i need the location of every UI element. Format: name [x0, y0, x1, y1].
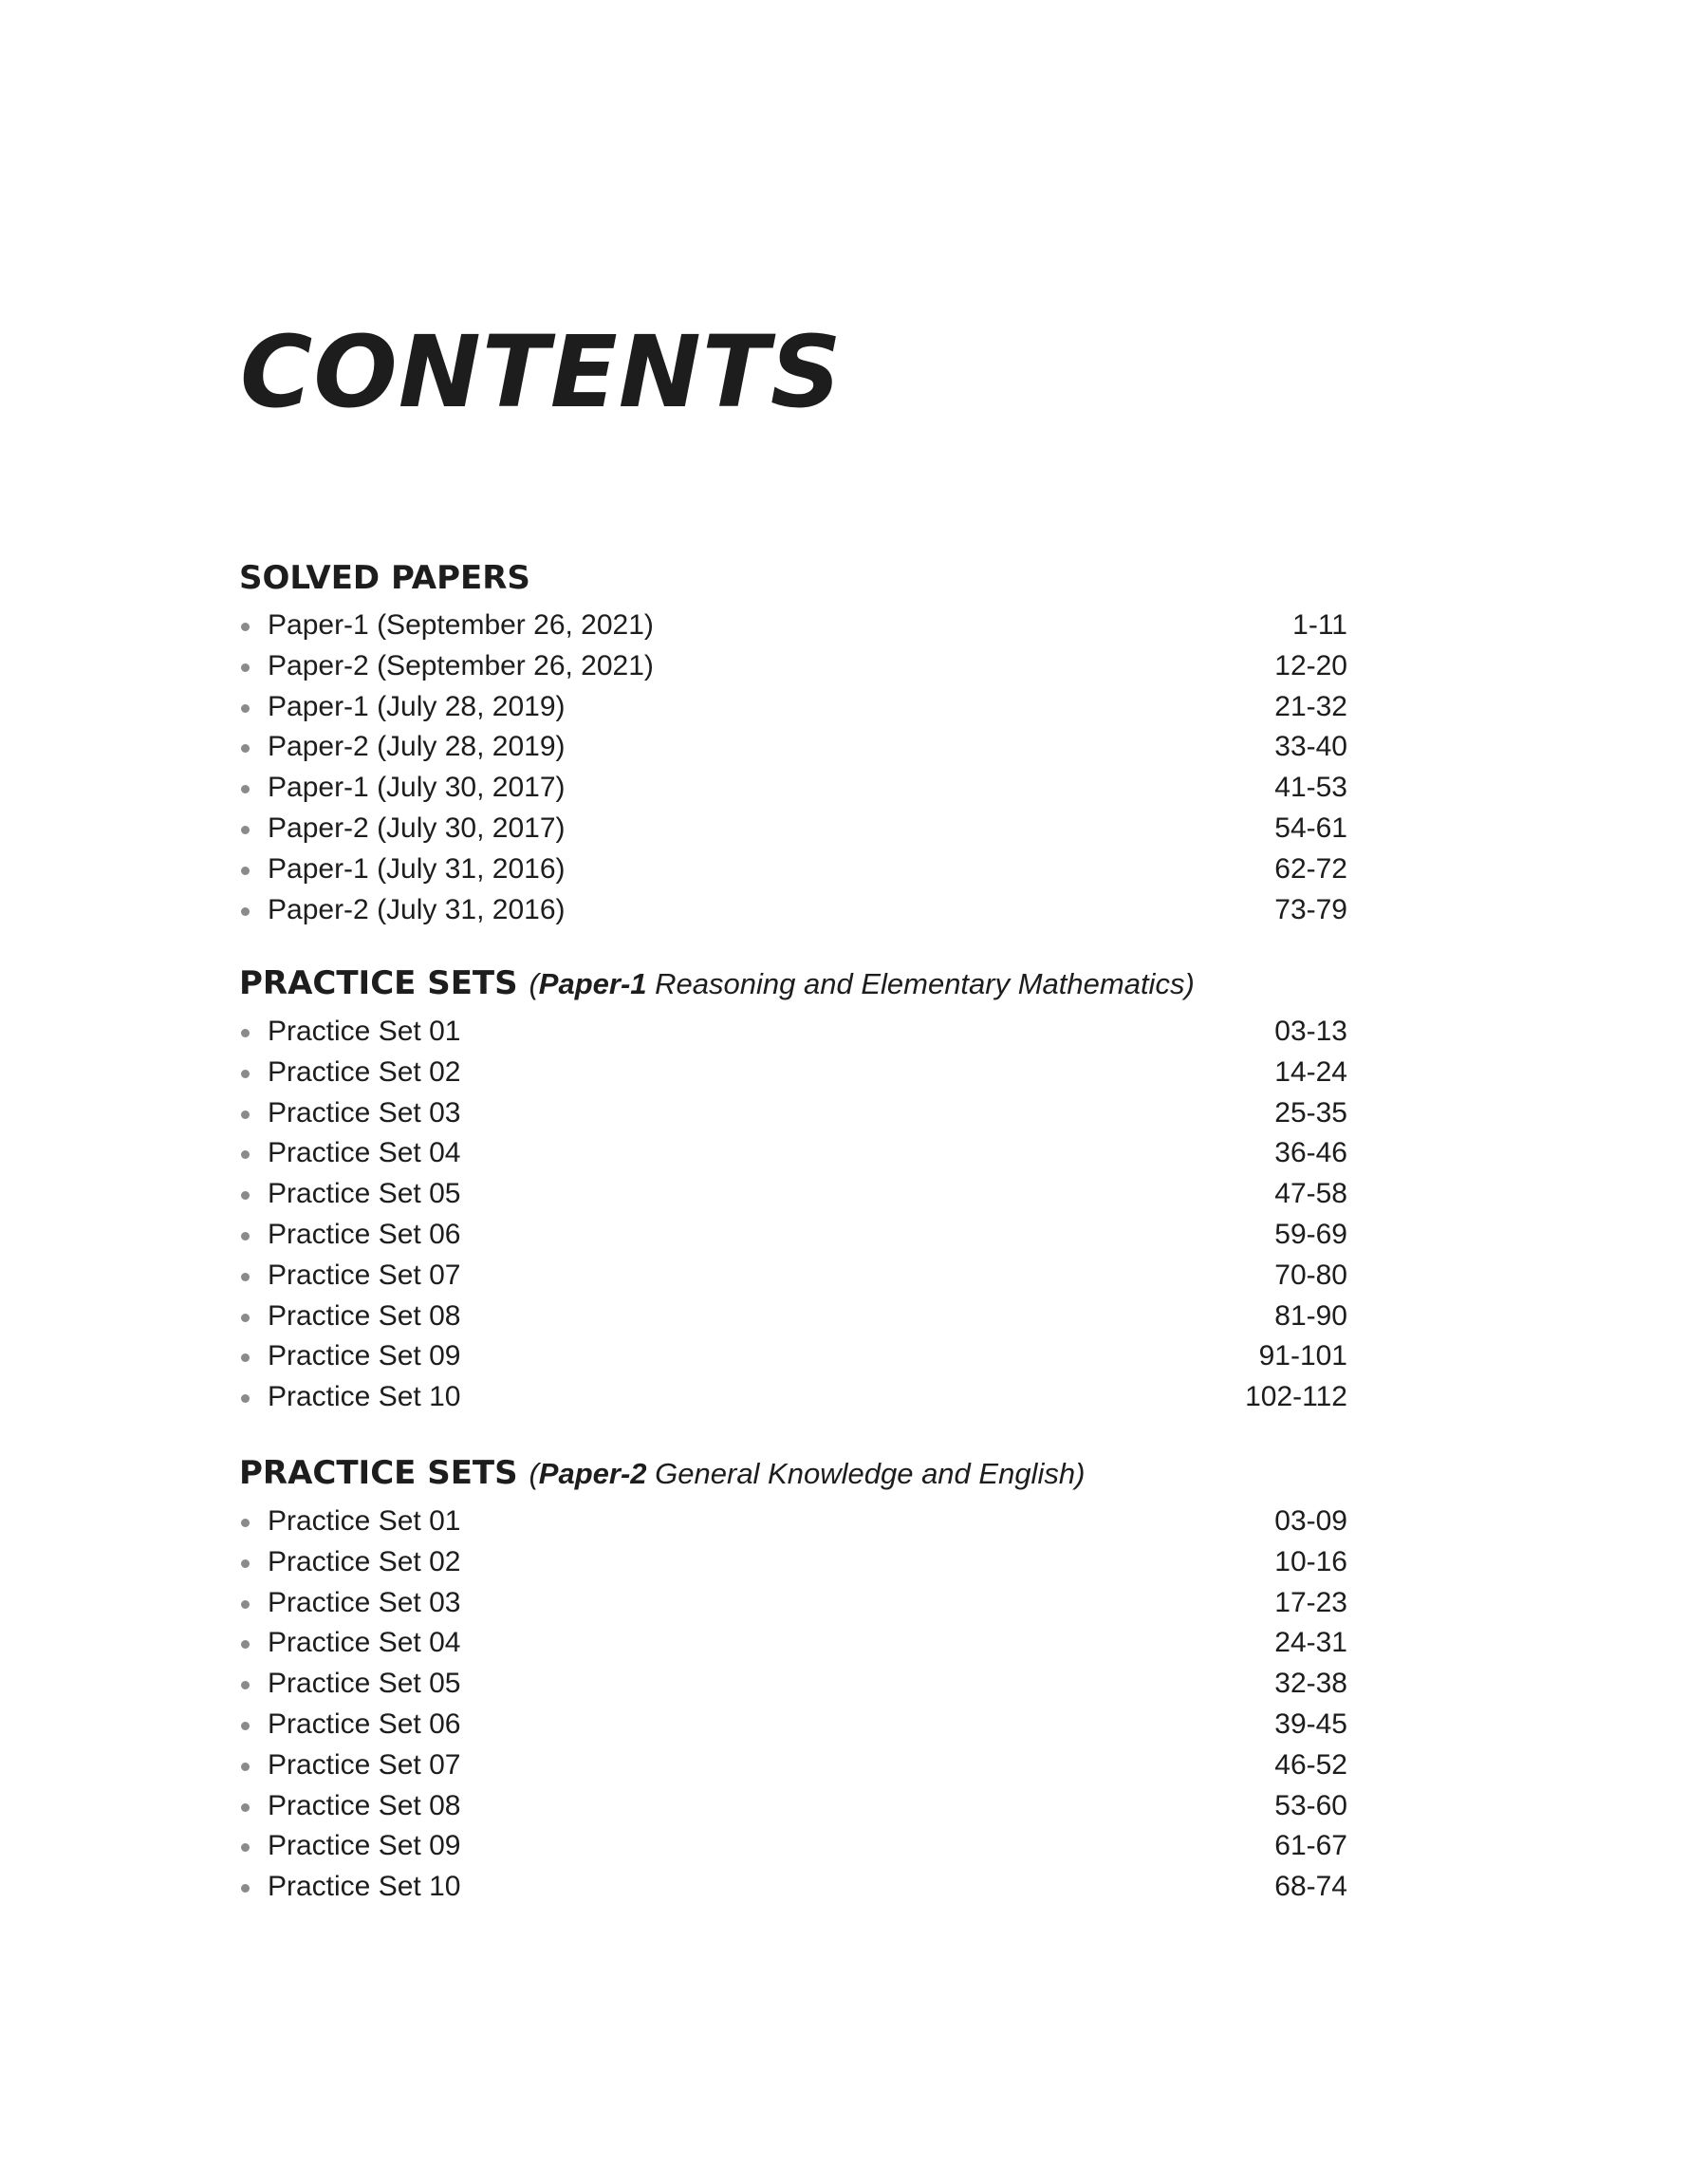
toc-item[interactable]: [237, 1053, 1347, 1093]
toc-item[interactable]: [237, 1583, 1347, 1624]
section-heading: [239, 554, 1347, 602]
toc-item[interactable]: [237, 1502, 1347, 1542]
toc-item-pages: 10-16: [1274, 1545, 1347, 1577]
toc-item-label: Paper-2 (July 28, 2019): [268, 731, 566, 763]
bullet-icon: [241, 826, 250, 834]
toc-item-pages: 46-52: [1274, 1748, 1347, 1781]
bullet-icon: [241, 1150, 250, 1159]
section-heading: [239, 1449, 1347, 1498]
toc-item[interactable]: [237, 809, 1347, 849]
toc-item-label: Practice Set 09: [268, 1830, 461, 1862]
toc-item-label: Practice Set 07: [268, 1748, 461, 1781]
toc-item-label: Practice Set 04: [268, 1627, 461, 1659]
bullet-icon: [241, 744, 250, 753]
toc-section-practice-sets-paper-2: [237, 1449, 1347, 1908]
toc-item[interactable]: [237, 727, 1347, 768]
toc-item-label: Practice Set 05: [268, 1178, 461, 1210]
toc-item-pages: 81-90: [1274, 1299, 1347, 1332]
toc-item-label: Practice Set 10: [268, 1381, 461, 1413]
toc-item-pages: 41-53: [1274, 772, 1347, 804]
toc-item[interactable]: [237, 1623, 1347, 1664]
section-heading-text: SOLVED PAPERS: [239, 559, 530, 597]
toc-section-solved-papers: [237, 554, 1347, 930]
bullet-icon: [241, 907, 250, 916]
toc-item-pages: 102-112: [1245, 1381, 1347, 1413]
bullet-icon: [241, 1353, 250, 1362]
bullet-icon: [241, 1191, 250, 1200]
bullet-icon: [241, 867, 250, 875]
section-subheading: (Paper-2 General Knowledge and English): [529, 1457, 1086, 1490]
toc-item-label: Practice Set 08: [268, 1789, 461, 1821]
bullet-icon: [241, 785, 250, 793]
toc-item[interactable]: [237, 1133, 1347, 1174]
toc-item-label: Practice Set 03: [268, 1096, 461, 1129]
toc-item-pages: 61-67: [1274, 1830, 1347, 1862]
bullet-icon: [241, 1681, 250, 1689]
toc-item[interactable]: [237, 1542, 1347, 1583]
toc-item-pages: 73-79: [1274, 893, 1347, 925]
bullet-icon: [241, 1803, 250, 1812]
toc-item-label: Paper-1 (July 30, 2017): [268, 772, 566, 804]
toc-item-pages: 24-31: [1274, 1627, 1347, 1659]
toc-item-pages: 17-23: [1274, 1586, 1347, 1618]
bullet-icon: [241, 1029, 250, 1037]
section-description: General Knowledge and English: [655, 1457, 1076, 1490]
toc-item-pages: 14-24: [1274, 1055, 1347, 1088]
bullet-icon: [241, 1394, 250, 1403]
section-description: Reasoning and Elementary Mathematics: [655, 967, 1185, 1000]
bullet-icon: [241, 1519, 250, 1527]
toc-item-label: Practice Set 02: [268, 1545, 461, 1577]
toc-item[interactable]: [237, 646, 1347, 687]
toc-item-label: Practice Set 09: [268, 1340, 461, 1372]
bullet-icon: [241, 1722, 250, 1730]
bullet-icon: [241, 663, 250, 672]
bullet-icon: [241, 1843, 250, 1852]
toc-item-label: Practice Set 03: [268, 1586, 461, 1618]
toc-section-practice-sets-paper-1: [237, 960, 1347, 1418]
toc-item-label: Practice Set 08: [268, 1299, 461, 1332]
toc-item-label: Paper-2 (September 26, 2021): [268, 649, 654, 681]
toc-item-pages: 33-40: [1274, 731, 1347, 763]
toc-item-pages: 36-46: [1274, 1137, 1347, 1169]
paper-tag: Paper-2: [538, 1457, 647, 1490]
toc-item[interactable]: [237, 1377, 1347, 1418]
toc-item-pages: 21-32: [1274, 690, 1347, 722]
toc-item[interactable]: [237, 1826, 1347, 1867]
toc-item-label: Practice Set 10: [268, 1871, 461, 1903]
toc-item-label: Practice Set 06: [268, 1707, 461, 1740]
toc-item-label: Paper-2 (July 30, 2017): [268, 812, 566, 844]
bullet-icon: [241, 623, 250, 631]
toc-item[interactable]: [237, 1215, 1347, 1256]
toc-item-label: Paper-1 (September 26, 2021): [268, 609, 654, 641]
bullet-icon: [241, 1763, 250, 1771]
toc-item[interactable]: [237, 606, 1347, 646]
toc-item-pages: 47-58: [1274, 1178, 1347, 1210]
toc-item-pages: 59-69: [1274, 1218, 1347, 1250]
toc-item[interactable]: [237, 1664, 1347, 1705]
toc-item[interactable]: [237, 768, 1347, 809]
toc-item-label: Practice Set 02: [268, 1055, 461, 1088]
bullet-icon: [241, 1232, 250, 1241]
toc-item[interactable]: [237, 1093, 1347, 1134]
bullet-icon: [241, 1314, 250, 1322]
toc-item-pages: 03-09: [1274, 1505, 1347, 1537]
toc-item[interactable]: [237, 1336, 1347, 1377]
toc-item[interactable]: [237, 1012, 1347, 1053]
toc-item-pages: 12-20: [1274, 649, 1347, 681]
toc-item-label: Paper-1 (July 31, 2016): [268, 852, 566, 885]
bullet-icon: [241, 1273, 250, 1281]
bullet-icon: [241, 1600, 250, 1609]
toc-item-pages: 53-60: [1274, 1789, 1347, 1821]
toc-item-label: Practice Set 01: [268, 1016, 461, 1047]
paper-tag: Paper-1: [538, 967, 647, 1000]
page-title: CONTENTS: [240, 314, 843, 430]
bullet-icon: [241, 1640, 250, 1649]
toc-item-pages: 54-61: [1274, 812, 1347, 844]
toc-item-label: Practice Set 06: [268, 1218, 461, 1250]
toc-item-pages: 68-74: [1274, 1871, 1347, 1903]
toc-item[interactable]: [237, 1867, 1347, 1908]
toc-item[interactable]: [237, 1174, 1347, 1215]
toc-item-label: Practice Set 04: [268, 1137, 461, 1169]
toc-item-label: Practice Set 07: [268, 1259, 461, 1291]
section-heading: [239, 960, 1347, 1008]
toc-item-pages: 25-35: [1274, 1096, 1347, 1129]
toc-item-label: Practice Set 01: [268, 1505, 461, 1537]
bullet-icon: [241, 1070, 250, 1078]
bullet-icon: [241, 1110, 250, 1119]
toc-item-pages: 70-80: [1274, 1259, 1347, 1291]
toc-item-pages: 39-45: [1274, 1707, 1347, 1740]
toc-item-pages: 62-72: [1274, 852, 1347, 885]
toc-item-pages: 03-13: [1274, 1016, 1347, 1047]
toc-item-label: Paper-2 (July 31, 2016): [268, 893, 566, 925]
bullet-icon: [241, 1559, 250, 1568]
toc-item-label: Practice Set 05: [268, 1668, 461, 1700]
toc-item[interactable]: [237, 687, 1347, 728]
toc-item[interactable]: [237, 1786, 1347, 1827]
section-heading-text: PRACTICE SETS: [239, 964, 518, 1002]
toc-item-pages: 1-11: [1292, 609, 1347, 641]
toc-item-pages: 91-101: [1258, 1340, 1347, 1372]
toc-list: [237, 1012, 1347, 1418]
toc-list: [237, 1502, 1347, 1908]
toc-item-label: Paper-1 (July 28, 2019): [268, 690, 566, 722]
toc-item[interactable]: [237, 1297, 1347, 1337]
toc-item[interactable]: [237, 849, 1347, 890]
toc-item[interactable]: [237, 1256, 1347, 1297]
toc-item[interactable]: [237, 890, 1347, 931]
section-heading-text: PRACTICE SETS: [239, 1454, 518, 1492]
toc-item-pages: 32-38: [1274, 1668, 1347, 1700]
bullet-icon: [241, 1884, 250, 1893]
toc-item[interactable]: [237, 1745, 1347, 1786]
section-subheading: (Paper-1 Reasoning and Elementary Mathematics): [529, 967, 1195, 1000]
bullet-icon: [241, 704, 250, 713]
toc-item[interactable]: [237, 1705, 1347, 1745]
toc-list: [237, 606, 1347, 930]
